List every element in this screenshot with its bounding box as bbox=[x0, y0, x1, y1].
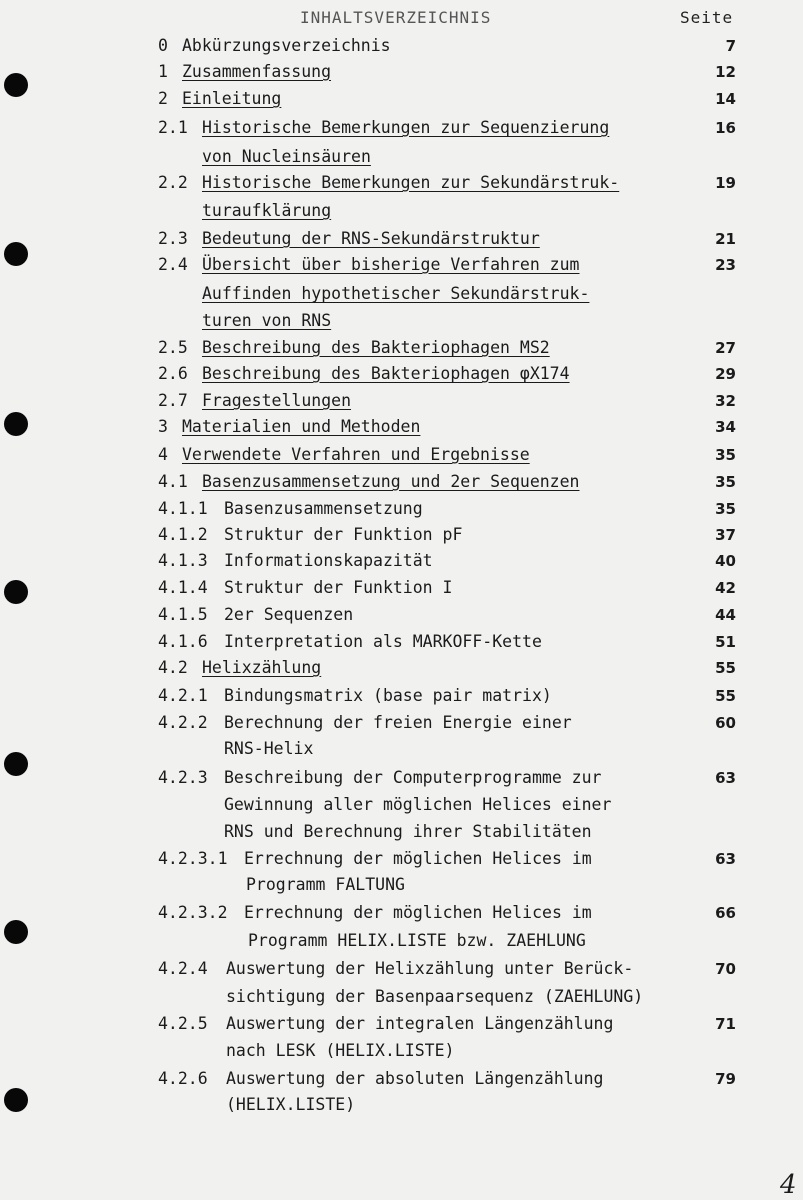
section-number: 2.3 bbox=[158, 229, 188, 248]
section-title: Interpretation als MARKOFF-Kette bbox=[224, 632, 542, 651]
toc-entry bbox=[0, 199, 803, 223]
section-title: Programm HELIX.LISTE bzw. ZAEHLUNG bbox=[248, 931, 586, 950]
section-title: Programm FALTUNG bbox=[246, 875, 405, 894]
section-number: 4.2.6 bbox=[158, 1069, 208, 1088]
section-title: Historische Bemerkungen zur Sequenzierung bbox=[202, 118, 610, 137]
page-number: 14 bbox=[715, 90, 736, 108]
toc-entry bbox=[0, 766, 803, 790]
toc-entry bbox=[0, 362, 803, 386]
page-number: 42 bbox=[715, 579, 736, 597]
page-number: 32 bbox=[715, 392, 736, 410]
section-number: 2.5 bbox=[158, 338, 188, 357]
toc-entry bbox=[0, 1039, 803, 1063]
section-number: 4.1 bbox=[158, 472, 188, 491]
toc-entry bbox=[0, 630, 803, 654]
section-title: turaufklärung bbox=[202, 201, 332, 220]
section-number: 0 bbox=[158, 36, 168, 55]
toc-entry bbox=[0, 656, 803, 680]
toc-entry bbox=[0, 34, 803, 58]
toc-entry bbox=[0, 957, 803, 981]
page-number: 40 bbox=[715, 552, 736, 570]
toc-entry bbox=[0, 1067, 803, 1091]
page-number: 23 bbox=[715, 256, 736, 274]
section-number: 4.2.4 bbox=[158, 959, 208, 978]
toc-entry bbox=[0, 145, 803, 169]
section-number: 2 bbox=[158, 89, 168, 108]
section-title: Struktur der Funktion pF bbox=[224, 525, 463, 544]
page-number: 63 bbox=[715, 769, 736, 787]
toc-entry bbox=[0, 793, 803, 817]
toc-entry bbox=[0, 415, 803, 439]
toc-entry bbox=[0, 171, 803, 195]
section-number: 4.2.3.1 bbox=[158, 849, 228, 868]
toc-entry bbox=[0, 336, 803, 360]
toc-entry bbox=[0, 549, 803, 573]
section-number: 4.2.2 bbox=[158, 713, 208, 732]
section-title: Basenzusammensetzung und 2er Sequenzen bbox=[202, 472, 580, 491]
section-title: Struktur der Funktion I bbox=[224, 578, 453, 597]
section-title: (HELIX.LISTE) bbox=[226, 1095, 356, 1114]
section-title: Errechnung der möglichen Helices im bbox=[244, 903, 592, 922]
section-title: Auswertung der integralen Längenzählung bbox=[226, 1014, 614, 1033]
section-number: 4.2.5 bbox=[158, 1014, 208, 1033]
section-title: Beschreibung der Computerprogramme zur bbox=[224, 768, 602, 787]
toc-entry bbox=[0, 684, 803, 708]
section-title: RNS und Berechnung ihrer Stabilitäten bbox=[224, 822, 592, 841]
section-title: Historische Bemerkungen zur Sekundärstruk- bbox=[202, 173, 620, 192]
section-number: 4.1.3 bbox=[158, 551, 208, 570]
page-number: 70 bbox=[715, 960, 736, 978]
toc-entry bbox=[0, 985, 803, 1009]
section-number: 4 bbox=[158, 445, 168, 464]
page-number: 27 bbox=[715, 339, 736, 357]
toc-entry bbox=[0, 873, 803, 897]
section-title: turen von RNS bbox=[202, 311, 332, 330]
page-number: 35 bbox=[715, 446, 736, 464]
toc-entry bbox=[0, 737, 803, 761]
section-title: Abkürzungsverzeichnis bbox=[182, 36, 391, 55]
section-number: 2.2 bbox=[158, 173, 188, 192]
toc-entry bbox=[0, 576, 803, 600]
toc-entry bbox=[0, 1012, 803, 1036]
section-title: Berechnung der freien Energie einer bbox=[224, 713, 572, 732]
page-number: 66 bbox=[715, 904, 736, 922]
toc-entry bbox=[0, 227, 803, 251]
page-number: 29 bbox=[715, 365, 736, 383]
page-number: 51 bbox=[715, 633, 736, 651]
section-number: 2.1 bbox=[158, 118, 188, 137]
section-title: Materialien und Methoden bbox=[182, 417, 421, 436]
toc-entry bbox=[0, 901, 803, 925]
section-number: 4.1.5 bbox=[158, 605, 208, 624]
page-corner-number: 4 bbox=[780, 1170, 797, 1200]
toc-entry bbox=[0, 711, 803, 735]
section-title: Bedeutung der RNS-Sekundärstruktur bbox=[202, 229, 540, 248]
section-title: Basenzusammensetzung bbox=[224, 499, 423, 518]
section-number: 4.1.2 bbox=[158, 525, 208, 544]
section-number: 4.2 bbox=[158, 658, 188, 677]
section-number: 2.6 bbox=[158, 364, 188, 383]
page-number: 37 bbox=[715, 526, 736, 544]
toc-entry bbox=[0, 116, 803, 140]
section-title: Auffinden hypothetischer Sekundärstruk- bbox=[202, 284, 590, 303]
page-number: 79 bbox=[715, 1070, 736, 1088]
page-number: 71 bbox=[715, 1015, 736, 1033]
page-number: 16 bbox=[715, 119, 736, 137]
page-number: 55 bbox=[715, 687, 736, 705]
section-title: Bindungsmatrix (base pair matrix) bbox=[224, 686, 552, 705]
section-title: Gewinnung aller möglichen Helices einer bbox=[224, 795, 612, 814]
toc-entry bbox=[0, 523, 803, 547]
section-title: Beschreibung des Bakteriophagen MS2 bbox=[202, 338, 550, 357]
section-title: Fragestellungen bbox=[202, 391, 352, 410]
section-title: Helixzählung bbox=[202, 658, 322, 677]
toc-entry bbox=[0, 253, 803, 277]
section-title: Informationskapazität bbox=[224, 551, 433, 570]
page-number: 12 bbox=[715, 63, 736, 81]
page-number: 55 bbox=[715, 659, 736, 677]
page-number: 63 bbox=[715, 850, 736, 868]
section-number: 1 bbox=[158, 62, 168, 81]
section-number: 4.2.3.2 bbox=[158, 903, 228, 922]
toc-entry bbox=[0, 60, 803, 84]
section-title: Einleitung bbox=[182, 89, 282, 108]
page-number: 34 bbox=[715, 418, 736, 436]
toc-entry bbox=[0, 1093, 803, 1117]
section-title: Auswertung der absoluten Längenzählung bbox=[226, 1069, 604, 1088]
section-title: Zusammenfassung bbox=[182, 62, 332, 81]
toc-entry bbox=[0, 847, 803, 871]
toc-entry bbox=[0, 820, 803, 844]
section-title: sichtigung der Basenpaarsequenz (ZAEHLUNG) bbox=[226, 987, 644, 1006]
section-number: 4.1.4 bbox=[158, 578, 208, 597]
section-title: Errechnung der möglichen Helices im bbox=[244, 849, 592, 868]
toc-entry bbox=[0, 929, 803, 953]
page-number: 35 bbox=[715, 500, 736, 518]
section-title: Auswertung der Helixzählung unter Berück- bbox=[226, 959, 634, 978]
section-number: 4.2.3 bbox=[158, 768, 208, 787]
section-title: Verwendete Verfahren und Ergebnisse bbox=[182, 445, 530, 464]
toc-heading: INHALTSVERZEICHNIS bbox=[300, 8, 492, 27]
page-number: 35 bbox=[715, 473, 736, 491]
page-number: 7 bbox=[725, 37, 736, 55]
section-title: nach LESK (HELIX.LISTE) bbox=[226, 1041, 455, 1060]
toc-entry bbox=[0, 389, 803, 413]
page-number: 21 bbox=[715, 230, 736, 248]
toc-entry bbox=[0, 497, 803, 521]
section-number: 2.7 bbox=[158, 391, 188, 410]
section-title: RNS-Helix bbox=[224, 739, 314, 758]
page-number: 19 bbox=[715, 174, 736, 192]
section-title: von Nucleinsäuren bbox=[202, 147, 371, 166]
section-title: 2er Sequenzen bbox=[224, 605, 354, 624]
toc-entry bbox=[0, 87, 803, 111]
section-number: 2.4 bbox=[158, 255, 188, 274]
page-column-label: Seite bbox=[680, 8, 734, 27]
toc-entry bbox=[0, 309, 803, 333]
toc-entry bbox=[0, 443, 803, 467]
toc-entry bbox=[0, 603, 803, 627]
toc-entry bbox=[0, 470, 803, 494]
section-number: 3 bbox=[158, 417, 168, 436]
page-number: 44 bbox=[715, 606, 736, 624]
page-number: 60 bbox=[715, 714, 736, 732]
section-number: 4.1.6 bbox=[158, 632, 208, 651]
section-title: Beschreibung des Bakteriophagen φX174 bbox=[202, 364, 570, 383]
section-title: Übersicht über bisherige Verfahren zum bbox=[202, 255, 580, 274]
section-number: 4.1.1 bbox=[158, 499, 208, 518]
section-number: 4.2.1 bbox=[158, 686, 208, 705]
toc-entry bbox=[0, 282, 803, 306]
